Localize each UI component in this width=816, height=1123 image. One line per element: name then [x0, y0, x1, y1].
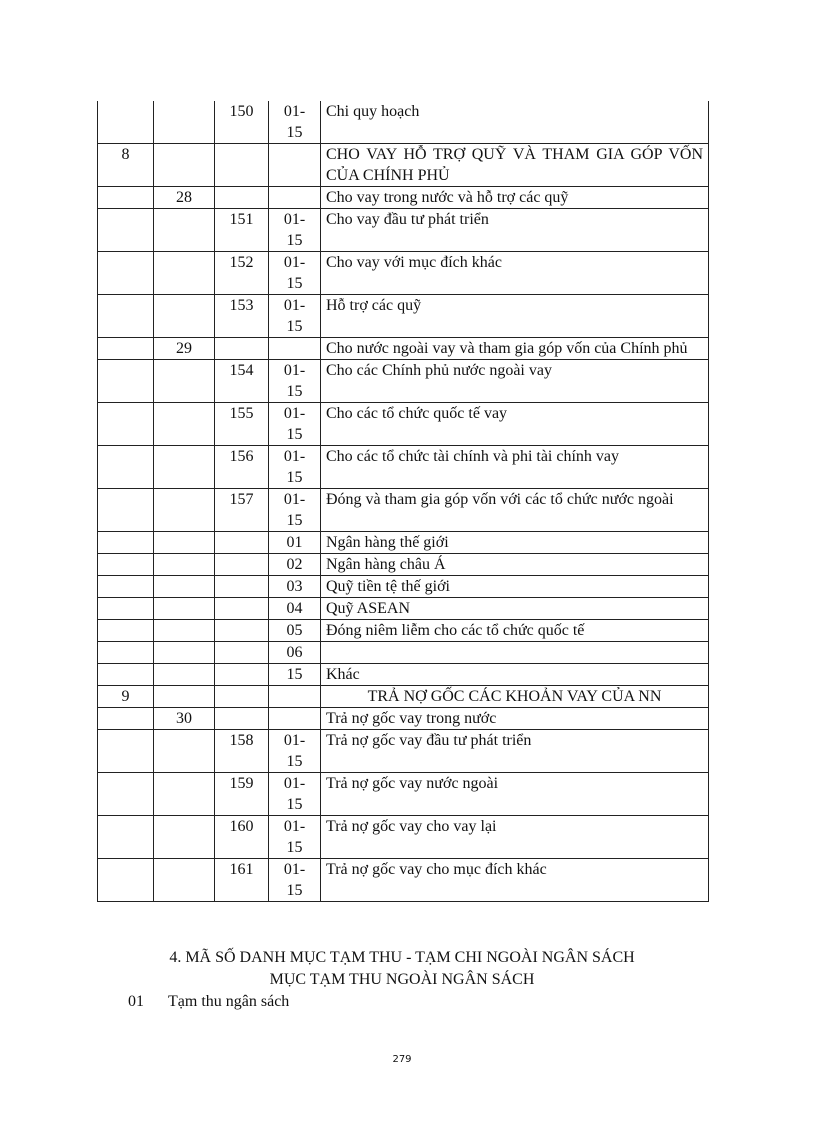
chapter-code-cell: [154, 554, 215, 576]
chapter-code-cell: [154, 773, 215, 816]
chapter-code-cell: [154, 252, 215, 295]
table-row: [98, 620, 709, 642]
table-row: [98, 598, 709, 620]
table-row: [98, 209, 709, 252]
section-code-cell: [98, 664, 154, 686]
section-code-cell: [98, 295, 154, 338]
subitem-code-cell: 01- 15: [269, 773, 321, 816]
item-code-cell: [215, 620, 269, 642]
section-code-cell: [98, 598, 154, 620]
table-row: [98, 664, 709, 686]
chapter-code-cell: [154, 664, 215, 686]
subitem-code-cell: 01- 15: [269, 730, 321, 773]
table-row: [98, 144, 709, 187]
subitem-code-cell: 01- 15: [269, 101, 321, 144]
description-cell: Khác: [321, 664, 709, 686]
item-code-cell: 155: [215, 403, 269, 446]
description-cell: Trả nợ gốc vay trong nước: [321, 708, 709, 730]
table-row: [98, 730, 709, 773]
description-cell: Cho vay trong nước và hỗ trợ các quỹ: [321, 187, 709, 209]
item-code-cell: 156: [215, 446, 269, 489]
section-code-cell: [98, 859, 154, 902]
item-code-cell: [215, 642, 269, 664]
item-code-cell: [215, 144, 269, 187]
item-code-cell: 161: [215, 859, 269, 902]
description-cell: Trả nợ gốc vay nước ngoài: [321, 773, 709, 816]
description-cell: Đóng và tham gia góp vốn với các tổ chức nước ngoài: [321, 489, 709, 532]
chapter-code-cell: [154, 816, 215, 859]
table-row: [98, 101, 709, 144]
section-code-cell: [98, 101, 154, 144]
description-cell: Trả nợ gốc vay cho mục đích khác: [321, 859, 709, 902]
table-row: [98, 295, 709, 338]
description-cell: Quỹ ASEAN: [321, 598, 709, 620]
table-row: [98, 686, 709, 708]
subitem-code-cell: 06: [269, 642, 321, 664]
subitem-code-cell: [269, 708, 321, 730]
chapter-code-cell: [154, 532, 215, 554]
table-row: [98, 403, 709, 446]
table-row: [98, 252, 709, 295]
section-code-cell: [98, 403, 154, 446]
item-code-cell: [215, 554, 269, 576]
subitem-code-cell: 01- 15: [269, 252, 321, 295]
subitem-code-cell: [269, 144, 321, 187]
subitem-code-cell: 01- 15: [269, 446, 321, 489]
subitem-code-cell: 01- 15: [269, 816, 321, 859]
chapter-code-cell: 29: [154, 338, 215, 360]
section-code-cell: 9: [98, 686, 154, 708]
subitem-code-cell: 04: [269, 598, 321, 620]
table-row: [98, 576, 709, 598]
section-subheading: MỤC TẠM THU NGOÀI NGÂN SÁCH: [269, 971, 535, 988]
table-row: [98, 554, 709, 576]
table-row: [98, 360, 709, 403]
description-cell: Trả nợ gốc vay đầu tư phát triển: [321, 730, 709, 773]
table-row: [98, 532, 709, 554]
subitem-code-cell: 15: [269, 664, 321, 686]
table-row: [98, 642, 709, 664]
code-entry-code: 01: [128, 993, 144, 1010]
table-row: [98, 187, 709, 209]
description-cell: Quỹ tiền tệ thế giới: [321, 576, 709, 598]
chapter-code-cell: [154, 295, 215, 338]
subitem-code-cell: [269, 187, 321, 209]
section-code-cell: [98, 773, 154, 816]
table-row: [98, 859, 709, 902]
chapter-code-cell: [154, 576, 215, 598]
table-body: [98, 101, 709, 902]
description-cell: Đóng niêm liễm cho các tổ chức quốc tế: [321, 620, 709, 642]
chapter-code-cell: [154, 101, 215, 144]
chapter-code-cell: [154, 642, 215, 664]
item-code-cell: 150: [215, 101, 269, 144]
chapter-code-cell: [154, 859, 215, 902]
table-row: [98, 338, 709, 360]
description-cell: Cho vay đầu tư phát triển: [321, 209, 709, 252]
description-cell: Cho vay với mục đích khác: [321, 252, 709, 295]
item-code-cell: 152: [215, 252, 269, 295]
code-entry-label: Tạm thu ngân sách: [168, 993, 290, 1010]
section-code-cell: [98, 338, 154, 360]
item-code-cell: [215, 576, 269, 598]
section-code-cell: [98, 576, 154, 598]
item-code-cell: 159: [215, 773, 269, 816]
subitem-code-cell: 01- 15: [269, 859, 321, 902]
section-code-cell: [98, 360, 154, 403]
chapter-code-cell: [154, 598, 215, 620]
code-entry: [128, 991, 289, 1013]
section-code-cell: [98, 708, 154, 730]
item-code-cell: 158: [215, 730, 269, 773]
subitem-code-cell: 01- 15: [269, 360, 321, 403]
chapter-code-cell: 28: [154, 187, 215, 209]
section-code-cell: [98, 730, 154, 773]
description-cell: Cho nước ngoài vay và tham gia góp vốn của Chính phủ: [321, 338, 709, 360]
item-code-cell: 151: [215, 209, 269, 252]
chapter-code-cell: 30: [154, 708, 215, 730]
subitem-code-cell: 01: [269, 532, 321, 554]
section-code-cell: [98, 554, 154, 576]
section-code-cell: [98, 532, 154, 554]
subitem-code-cell: [269, 686, 321, 708]
item-code-cell: 157: [215, 489, 269, 532]
chapter-code-cell: [154, 730, 215, 773]
section-code-cell: [98, 252, 154, 295]
table-row: [98, 773, 709, 816]
table-row: [98, 708, 709, 730]
item-code-cell: [215, 664, 269, 686]
subitem-code-cell: 01- 15: [269, 403, 321, 446]
description-cell: Ngân hàng thế giới: [321, 532, 709, 554]
item-code-cell: [215, 686, 269, 708]
page-number: 279: [392, 1054, 412, 1065]
chapter-code-cell: [154, 620, 215, 642]
subitem-code-cell: 01- 15: [269, 209, 321, 252]
chapter-code-cell: [154, 446, 215, 489]
description-cell: Cho các Chính phủ nước ngoài vay: [321, 360, 709, 403]
item-code-cell: [215, 338, 269, 360]
table-row: [98, 489, 709, 532]
chapter-code-cell: [154, 209, 215, 252]
item-code-cell: 160: [215, 816, 269, 859]
subitem-code-cell: 03: [269, 576, 321, 598]
section-code-cell: [98, 489, 154, 532]
item-code-cell: [215, 598, 269, 620]
item-code-cell: [215, 187, 269, 209]
section-code-cell: [98, 187, 154, 209]
chapter-code-cell: [154, 686, 215, 708]
chapter-code-cell: [154, 144, 215, 187]
subitem-code-cell: 05: [269, 620, 321, 642]
description-cell: Ngân hàng châu Á: [321, 554, 709, 576]
description-cell: Trả nợ gốc vay cho vay lại: [321, 816, 709, 859]
section-code-cell: [98, 620, 154, 642]
description-cell: CHO VAY HỖ TRỢ QUỸ VÀ THAM GIA GÓP VỐN CỦA CHÍNH PHỦ: [321, 144, 709, 187]
subitem-code-cell: 01- 15: [269, 489, 321, 532]
description-cell: Hỗ trợ các quỹ: [321, 295, 709, 338]
section-code-cell: [98, 446, 154, 489]
item-code-cell: 153: [215, 295, 269, 338]
description-cell: Cho các tổ chức quốc tế vay: [321, 403, 709, 446]
description-cell: Cho các tổ chức tài chính và phi tài chính vay: [321, 446, 709, 489]
chapter-code-cell: [154, 403, 215, 446]
section-code-cell: [98, 642, 154, 664]
section-code-cell: [98, 816, 154, 859]
description-cell: Chi quy hoạch: [321, 101, 709, 144]
subitem-code-cell: 01- 15: [269, 295, 321, 338]
subitem-code-cell: [269, 338, 321, 360]
item-code-cell: [215, 708, 269, 730]
subitem-code-cell: 02: [269, 554, 321, 576]
table-row: [98, 446, 709, 489]
table-row: [98, 816, 709, 859]
item-code-cell: 154: [215, 360, 269, 403]
section-heading: 4. MÃ SỐ DANH MỤC TẠM THU - TẠM CHI NGOÀI NGÂN SÁCH: [169, 949, 635, 966]
description-cell: [321, 642, 709, 664]
item-code-cell: [215, 532, 269, 554]
section-code-cell: 8: [98, 144, 154, 187]
chapter-code-cell: [154, 489, 215, 532]
chapter-code-cell: [154, 360, 215, 403]
description-cell: TRẢ NỢ GỐC CÁC KHOẢN VAY CỦA NN: [321, 686, 709, 708]
budget-code-table: [97, 101, 709, 902]
section-code-cell: [98, 209, 154, 252]
